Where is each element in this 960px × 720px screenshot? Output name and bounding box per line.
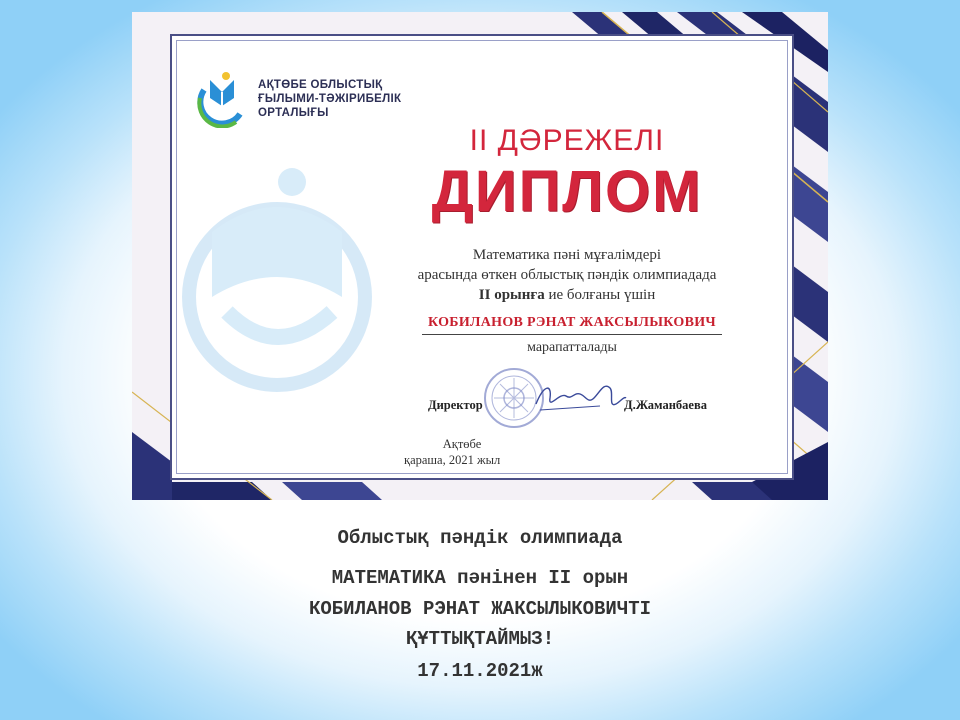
issue-city: Ақтөбе <box>442 437 482 451</box>
organization-name-line3: ОРТАЛЫҒЫ <box>258 107 329 119</box>
diploma-degree: ІІ ДӘРЕЖЕЛІ <box>469 124 665 157</box>
body-line-olympiad: арасында өткен облыстық пәндік олимпиадада <box>417 267 717 283</box>
caption-recipient: КОБИЛАНОВ РЭНАТ ЖАКСЫЛЫКОВИЧТІ <box>308 598 652 620</box>
caption-olympiad: Облыстық пәндік олимпиада <box>337 527 623 549</box>
caption-subject-place: МАТЕМАТИКА пәнінен ІІ орын <box>331 567 629 589</box>
body-line-place <box>362 285 772 305</box>
recipient-name: КОБИЛАНОВ РЭНАТ ЖАКСЫЛЫКОВИЧ <box>422 315 722 335</box>
caption-date: 17.11.2021ж <box>417 660 543 682</box>
organization-logo-icon <box>196 70 248 128</box>
organization-logo-block <box>196 70 401 128</box>
diploma-image <box>132 12 828 500</box>
director-name: Д.Жаманбаева <box>624 398 707 412</box>
issue-date: қараша, 2021 жыл <box>404 453 501 467</box>
organization-name <box>258 78 401 120</box>
caption-congrats: ҚҰТТЫҚТАЙМЫЗ! <box>405 628 555 650</box>
diploma-body <box>362 245 772 305</box>
organization-name-line2: ҒЫЛЫМИ-ТӘЖІРИБЕЛІК <box>258 93 402 105</box>
organization-name-line1: АҚТӨБЕ ОБЛЫСТЫҚ <box>258 79 383 91</box>
director-signature-icon <box>530 374 630 418</box>
place-rest: ие болғаны үшін <box>544 287 656 303</box>
awarded-text: марапатталады <box>527 340 617 355</box>
director-label: Директор <box>428 398 483 412</box>
diploma-title: ДИПЛОМ <box>431 159 703 224</box>
body-line-subject: Математика пәні мұғалімдері <box>472 247 662 263</box>
place-bold: ІІ орынға <box>478 287 545 303</box>
